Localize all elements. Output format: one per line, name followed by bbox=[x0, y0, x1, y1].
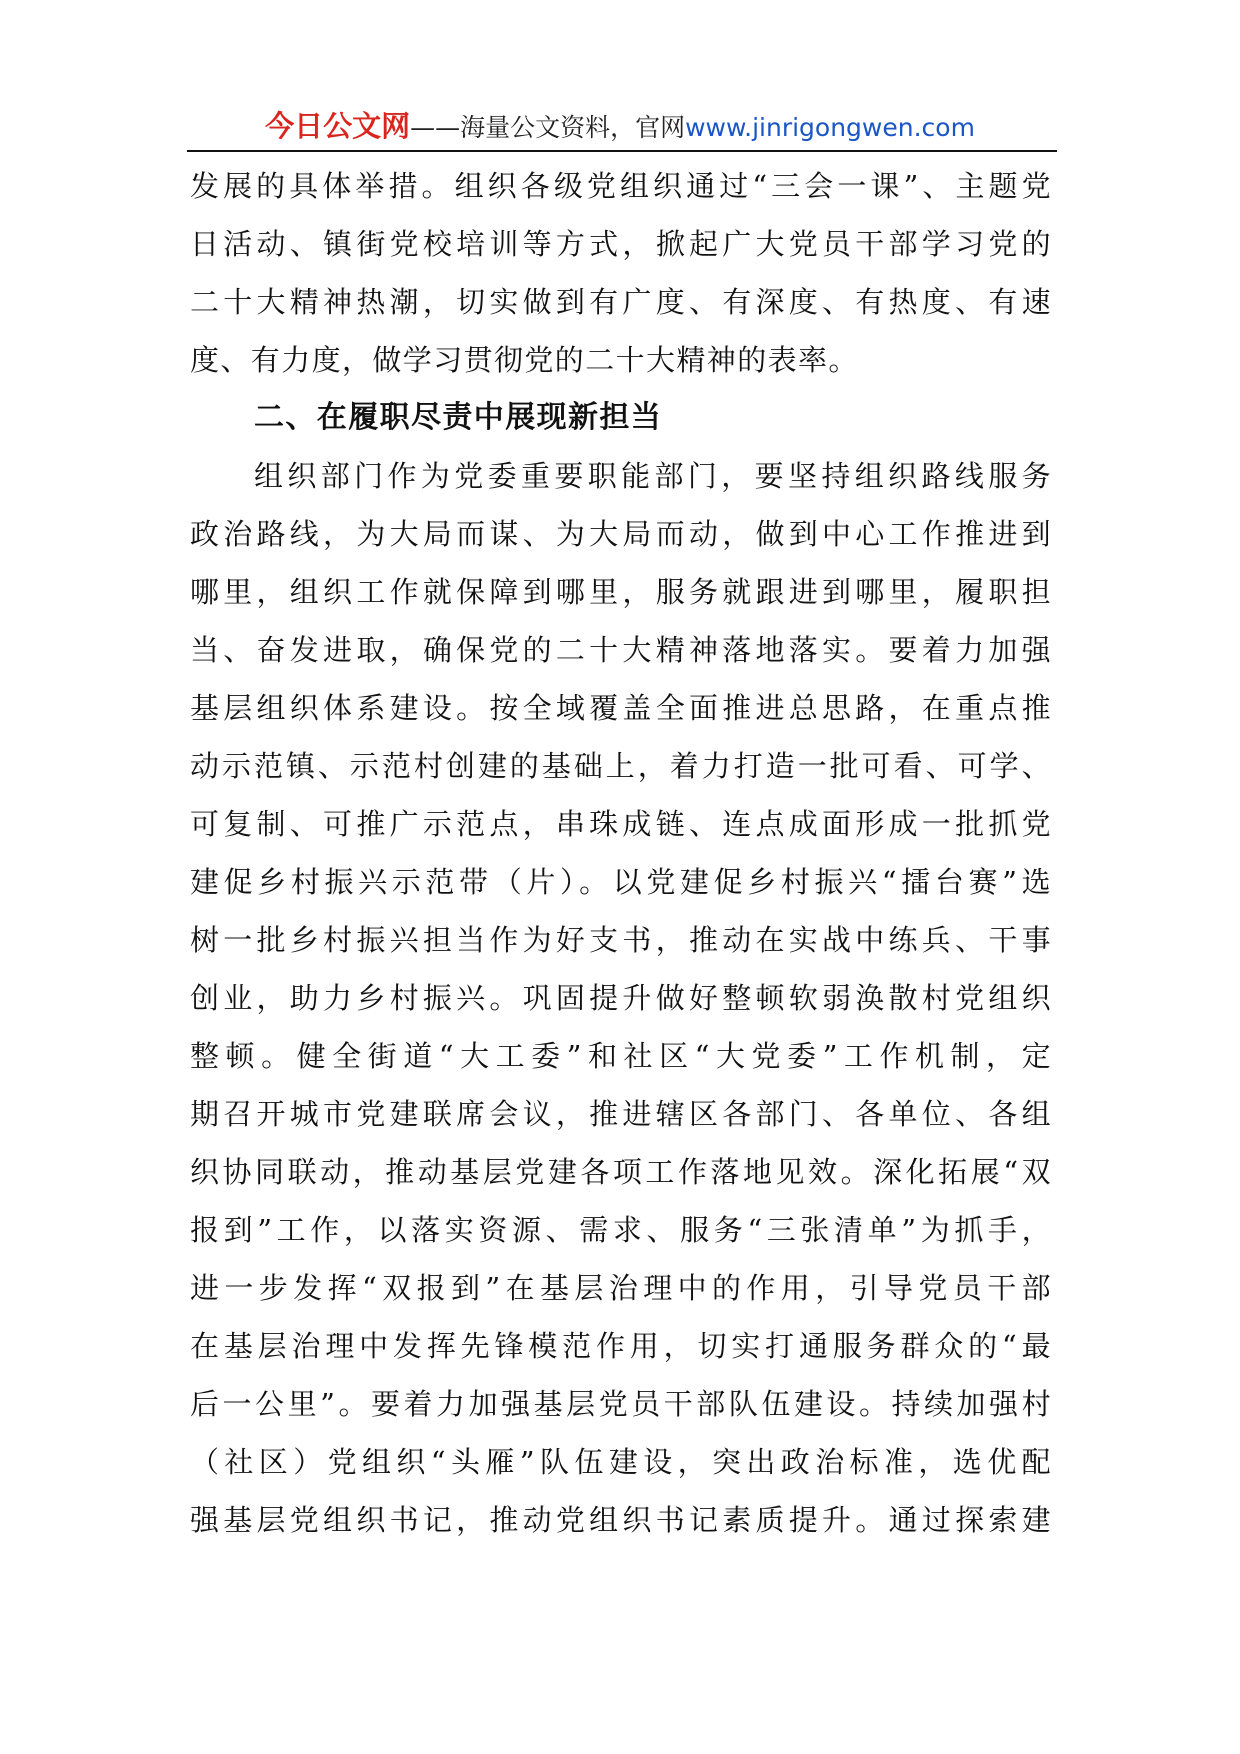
para2-line: 进一步发挥“双报到”在基层治理中的作用，引导党员干部 bbox=[190, 1271, 1052, 1305]
para2-line: 可复制、可推广示范点，串珠成链、连点成面形成一批抓党 bbox=[190, 807, 1052, 841]
header-divider bbox=[187, 150, 1057, 152]
para2-line: 报到”工作，以落实资源、需求、服务“三张清单”为抓手， bbox=[190, 1213, 1052, 1247]
para2-line: （社区）党组织“头雁”队伍建设，突出政治标准，选优配 bbox=[190, 1445, 1052, 1479]
document-body bbox=[190, 157, 1052, 1549]
para2-line: 创业，助力乡村振兴。巩固提升做好整顿软弱涣散村党组织 bbox=[190, 981, 1052, 1015]
para1-line: 发展的具体举措。组织各级党组织通过“三会一课”、主题党 bbox=[190, 169, 1052, 203]
page-header bbox=[190, 104, 1050, 148]
header-separator: ——海量公文资料，官网 bbox=[410, 113, 686, 142]
para2-line: 哪里，组织工作就保障到哪里，服务就跟进到哪里，履职担 bbox=[190, 575, 1052, 609]
para2-line: 建促乡村振兴示范带（片）。以党建促乡村振兴“擂台赛”选 bbox=[190, 865, 1052, 899]
site-url-link[interactable]: www.jinrigongwen.com bbox=[685, 113, 975, 142]
para2-line: 当、奋发进取，确保党的二十大精神落地落实。要着力加强 bbox=[190, 633, 1052, 667]
para2-line: 整顿。健全街道“大工委”和社区“大党委”工作机制，定 bbox=[190, 1039, 1052, 1073]
para2-line: 动示范镇、示范村创建的基础上，着力打造一批可看、可学、 bbox=[190, 749, 1052, 783]
para2-line: 织协同联动，推动基层党建各项工作落地见效。深化拓展“双 bbox=[190, 1155, 1052, 1189]
para2-line: 强基层党组织书记，推动党组织书记素质提升。通过探索建 bbox=[190, 1503, 1052, 1537]
para2-line: 在基层治理中发挥先锋模范作用，切实打通服务群众的“最 bbox=[190, 1329, 1052, 1363]
para2-line: 期召开城市党建联席会议，推进辖区各部门、各单位、各组 bbox=[190, 1097, 1052, 1131]
para1-line: 度、有力度，做学习贯彻党的二十大精神的表率。 bbox=[190, 343, 859, 377]
para2-line: 政治路线，为大局而谋、为大局而动，做到中心工作推进到 bbox=[190, 517, 1052, 551]
para2-line: 后一公里”。要着力加强基层党员干部队伍建设。持续加强村 bbox=[190, 1387, 1052, 1421]
section-heading: 二、在履职尽责中展现新担当 bbox=[254, 400, 663, 435]
site-name: 今日公文网 bbox=[265, 109, 411, 143]
para2-line: 树一批乡村振兴担当作为好支书，推动在实战中练兵、干事 bbox=[190, 923, 1052, 957]
para1-line: 日活动、镇街党校培训等方式，掀起广大党员干部学习党的 bbox=[190, 227, 1052, 261]
para1-line: 二十大精神热潮，切实做到有广度、有深度、有热度、有速 bbox=[190, 285, 1052, 319]
para2-line: 基层组织体系建设。按全域覆盖全面推进总思路，在重点推 bbox=[190, 691, 1052, 725]
para2-line: 组织部门作为党委重要职能部门，要坚持组织路线服务 bbox=[254, 459, 1052, 493]
